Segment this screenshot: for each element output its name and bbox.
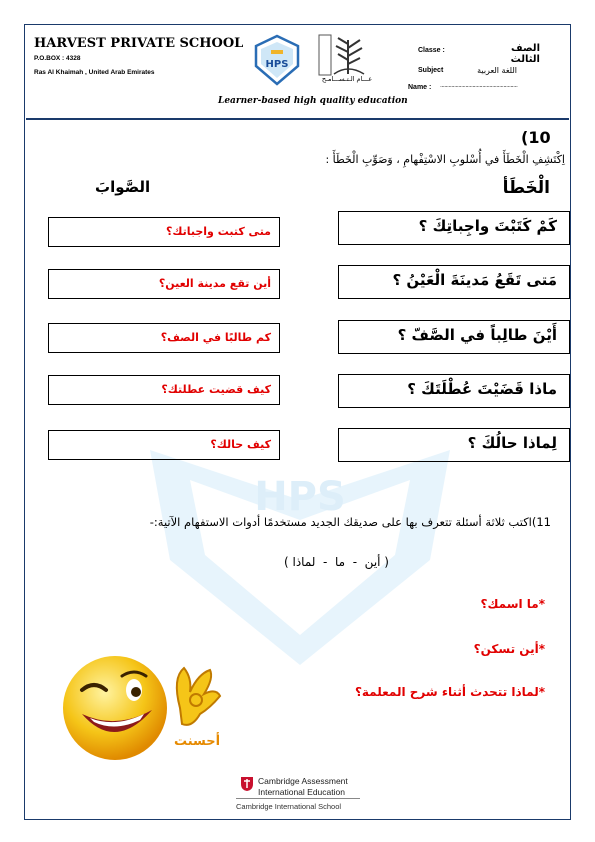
class-value: الصف الثالث [510,43,540,65]
wrong-sentence-box [338,374,570,408]
wrong-sentence-box [338,265,570,299]
question-tools: ( أين - ما - لماذا ) [284,555,389,569]
answer-box[interactable] [48,217,280,247]
class-label: Classe : [418,47,445,54]
tagline: Learner-based high quality education [218,96,408,106]
subject-label: Subject [418,67,444,74]
po-box: P.O.BOX : 4328 [34,55,81,62]
wrong-sentence: كَمْ كَتَبْتَ واجِباتِكَ ؟ [418,217,557,235]
wrong-sentence-box [338,320,570,354]
footer-divider [236,798,360,799]
name-field[interactable]: ....................................................... [440,82,518,89]
exercise-10-number: (10 [521,128,551,147]
school-name: HARVEST PRIVATE SCHOOL [34,36,244,51]
written-question: *ما اسمك؟ [480,597,545,611]
column-heading-right: الصَّوابَ [95,178,151,196]
wrong-sentence: مَتى تَقَعُ مَدينَةَ الْعَيْنُ ؟ [392,271,557,289]
cambridge-brand-line3: Cambridge International School [236,802,342,811]
name-label: Name : [408,84,432,91]
wrong-sentence: ماذا قَضَيْتَ عُطْلَتَكَ ؟ [407,380,557,398]
answer-box[interactable] [48,430,280,460]
svg-text:HPS: HPS [265,59,289,70]
wrong-sentence: أَيْنَ طالِباً في الصَّفّ ؟ [397,326,557,344]
cambridge-brand-line1: Cambridge Assessment [258,776,348,786]
corrected-answer: كيف حالك؟ [210,438,271,451]
header-divider [26,118,569,120]
wrong-sentence: لِماذا حالُكَ ؟ [467,434,557,452]
winking-emoji-sticker [60,648,230,768]
school-location: Ras Al Khaimah , United Arab Emirates [34,69,155,76]
exercise-10-instruction: اِكْتَشِفِ الْخَطَأَ في أُسْلوبِ الاسْتِفْهامِ ، وَصَوِّبِ الْخَطَأَ : [325,153,565,166]
wrong-sentence-box [338,428,570,462]
answer-box[interactable] [48,375,280,405]
cambridge-brand-line2: International Education [258,787,345,797]
corrected-answer: كيف قضيت عطلتك؟ [161,383,271,396]
corrected-answer: أين تقع مدينة العين؟ [158,277,271,290]
written-question: *أين تسكن؟ [473,642,545,656]
answer-box[interactable] [48,269,280,299]
subject-value: اللغة العربية [477,66,517,75]
corrected-answer: متى كتبت واجباتك؟ [165,225,271,238]
tolerance-year-logo [318,34,376,86]
sticker-caption: أحسنت [173,734,221,749]
hps-logo [252,34,302,86]
tolerance-caption: عـــام الـتـســـامـح [321,75,373,83]
column-heading-wrong: الْخَطَأ [502,178,550,198]
wrong-sentence-box [338,211,570,245]
corrected-answer: كم طالبًا في الصف؟ [160,331,271,344]
cambridge-shield-icon [240,776,254,792]
answer-box[interactable] [48,323,280,353]
exercise-11-instruction: 11)اكتب ثلاثة أسئلة تتعرف بها على صديقك الجديد مستخدمًا أدوات الاستفهام الآتية:- [149,515,551,529]
svg-text:HPS: HPS [254,474,346,520]
written-question: *لماذا تتحدث أثناء شرح المعلمة؟ [354,685,545,699]
